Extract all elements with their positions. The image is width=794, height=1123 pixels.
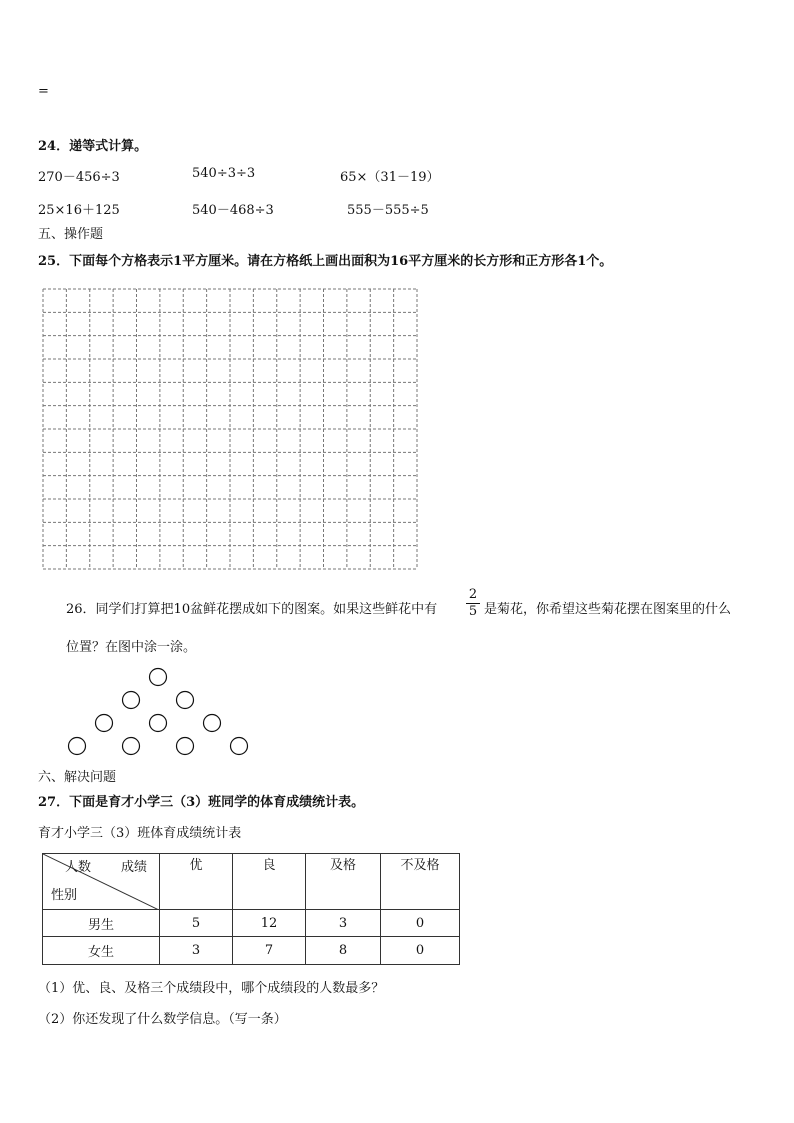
flower-circle[interactable] — [69, 738, 86, 755]
header-good: 良 — [233, 854, 306, 910]
table-cell: 3 — [160, 937, 233, 965]
table-row — [43, 937, 460, 965]
calc-item: 270－456÷3 — [38, 170, 120, 185]
flower-circle[interactable] — [177, 738, 194, 755]
corner-label-grade: 成绩 — [121, 860, 148, 875]
flower-circle[interactable] — [204, 715, 221, 732]
calc-item: 65×（31－19） — [340, 170, 440, 185]
table-row — [43, 910, 460, 937]
flower-circle[interactable] — [150, 715, 167, 732]
corner-label-count: 人数 — [65, 860, 92, 875]
table-cell: 3 — [306, 910, 381, 937]
question-27-text: 27．下面是育才小学三（3）班同学的体育成绩统计表。 — [38, 795, 365, 810]
section-5-heading: 五、操作题 — [38, 227, 104, 242]
table-corner-cell — [43, 854, 160, 910]
table-cell: 0 — [381, 937, 460, 965]
sub-question-2: （2）你还发现了什么数学信息。（写一条） — [38, 1012, 287, 1027]
header-fail: 不及格 — [381, 854, 460, 910]
header-pass: 及格 — [306, 854, 381, 910]
question-24-title: 24．递等式计算。 — [38, 139, 148, 154]
flower-triangle-pattern[interactable] — [60, 664, 260, 758]
sports-score-table — [42, 853, 460, 965]
top-mark: = — [38, 84, 49, 99]
sub-question-1: （1）优、良、及格三个成绩段中，哪个成绩段的人数最多？ — [38, 981, 385, 996]
section-6-heading: 六、解决问题 — [38, 770, 117, 785]
flower-circle[interactable] — [96, 715, 113, 732]
fraction-two-fifths — [466, 588, 480, 619]
calc-item: 540÷3÷3 — [192, 166, 256, 181]
fraction-denominator: 5 — [468, 604, 478, 619]
corner-label-gender: 性别 — [51, 888, 78, 903]
row-label-girls: 女生 — [43, 937, 160, 965]
calc-item: 555－555÷5 — [347, 203, 429, 218]
flower-circle[interactable] — [177, 692, 194, 709]
square-grid-paper[interactable] — [41, 287, 419, 571]
question-26-text-before: 26．同学们打算把10盆鲜花摆成如下的图案。如果这些鲜花中有 — [66, 602, 438, 617]
calc-item: 540－468÷3 — [192, 203, 274, 218]
table-cell: 0 — [381, 910, 460, 937]
question-25-text: 25．下面每个方格表示1平方厘米。请在方格纸上画出面积为16平方厘米的长方形和正方形各1个。 — [38, 254, 613, 269]
table-cell: 7 — [233, 937, 306, 965]
flower-circle[interactable] — [123, 692, 140, 709]
header-excellent: 优 — [160, 854, 233, 910]
table-cell: 8 — [306, 937, 381, 965]
flower-circle[interactable] — [231, 738, 248, 755]
table-cell: 5 — [160, 910, 233, 937]
table-cell: 12 — [233, 910, 306, 937]
flower-circle[interactable] — [150, 669, 167, 686]
calc-item: 25×16＋125 — [38, 203, 120, 218]
fraction-numerator: 2 — [468, 587, 478, 602]
row-label-boys: 男生 — [43, 910, 160, 937]
question-26-text-line2: 位置？在图中涂一涂。 — [66, 640, 197, 655]
flower-circle[interactable] — [123, 738, 140, 755]
table-title: 育才小学三（3）班体育成绩统计表 — [38, 826, 242, 841]
question-26-text-after: 是菊花，你希望这些菊花摆在图案里的什么 — [484, 602, 732, 617]
